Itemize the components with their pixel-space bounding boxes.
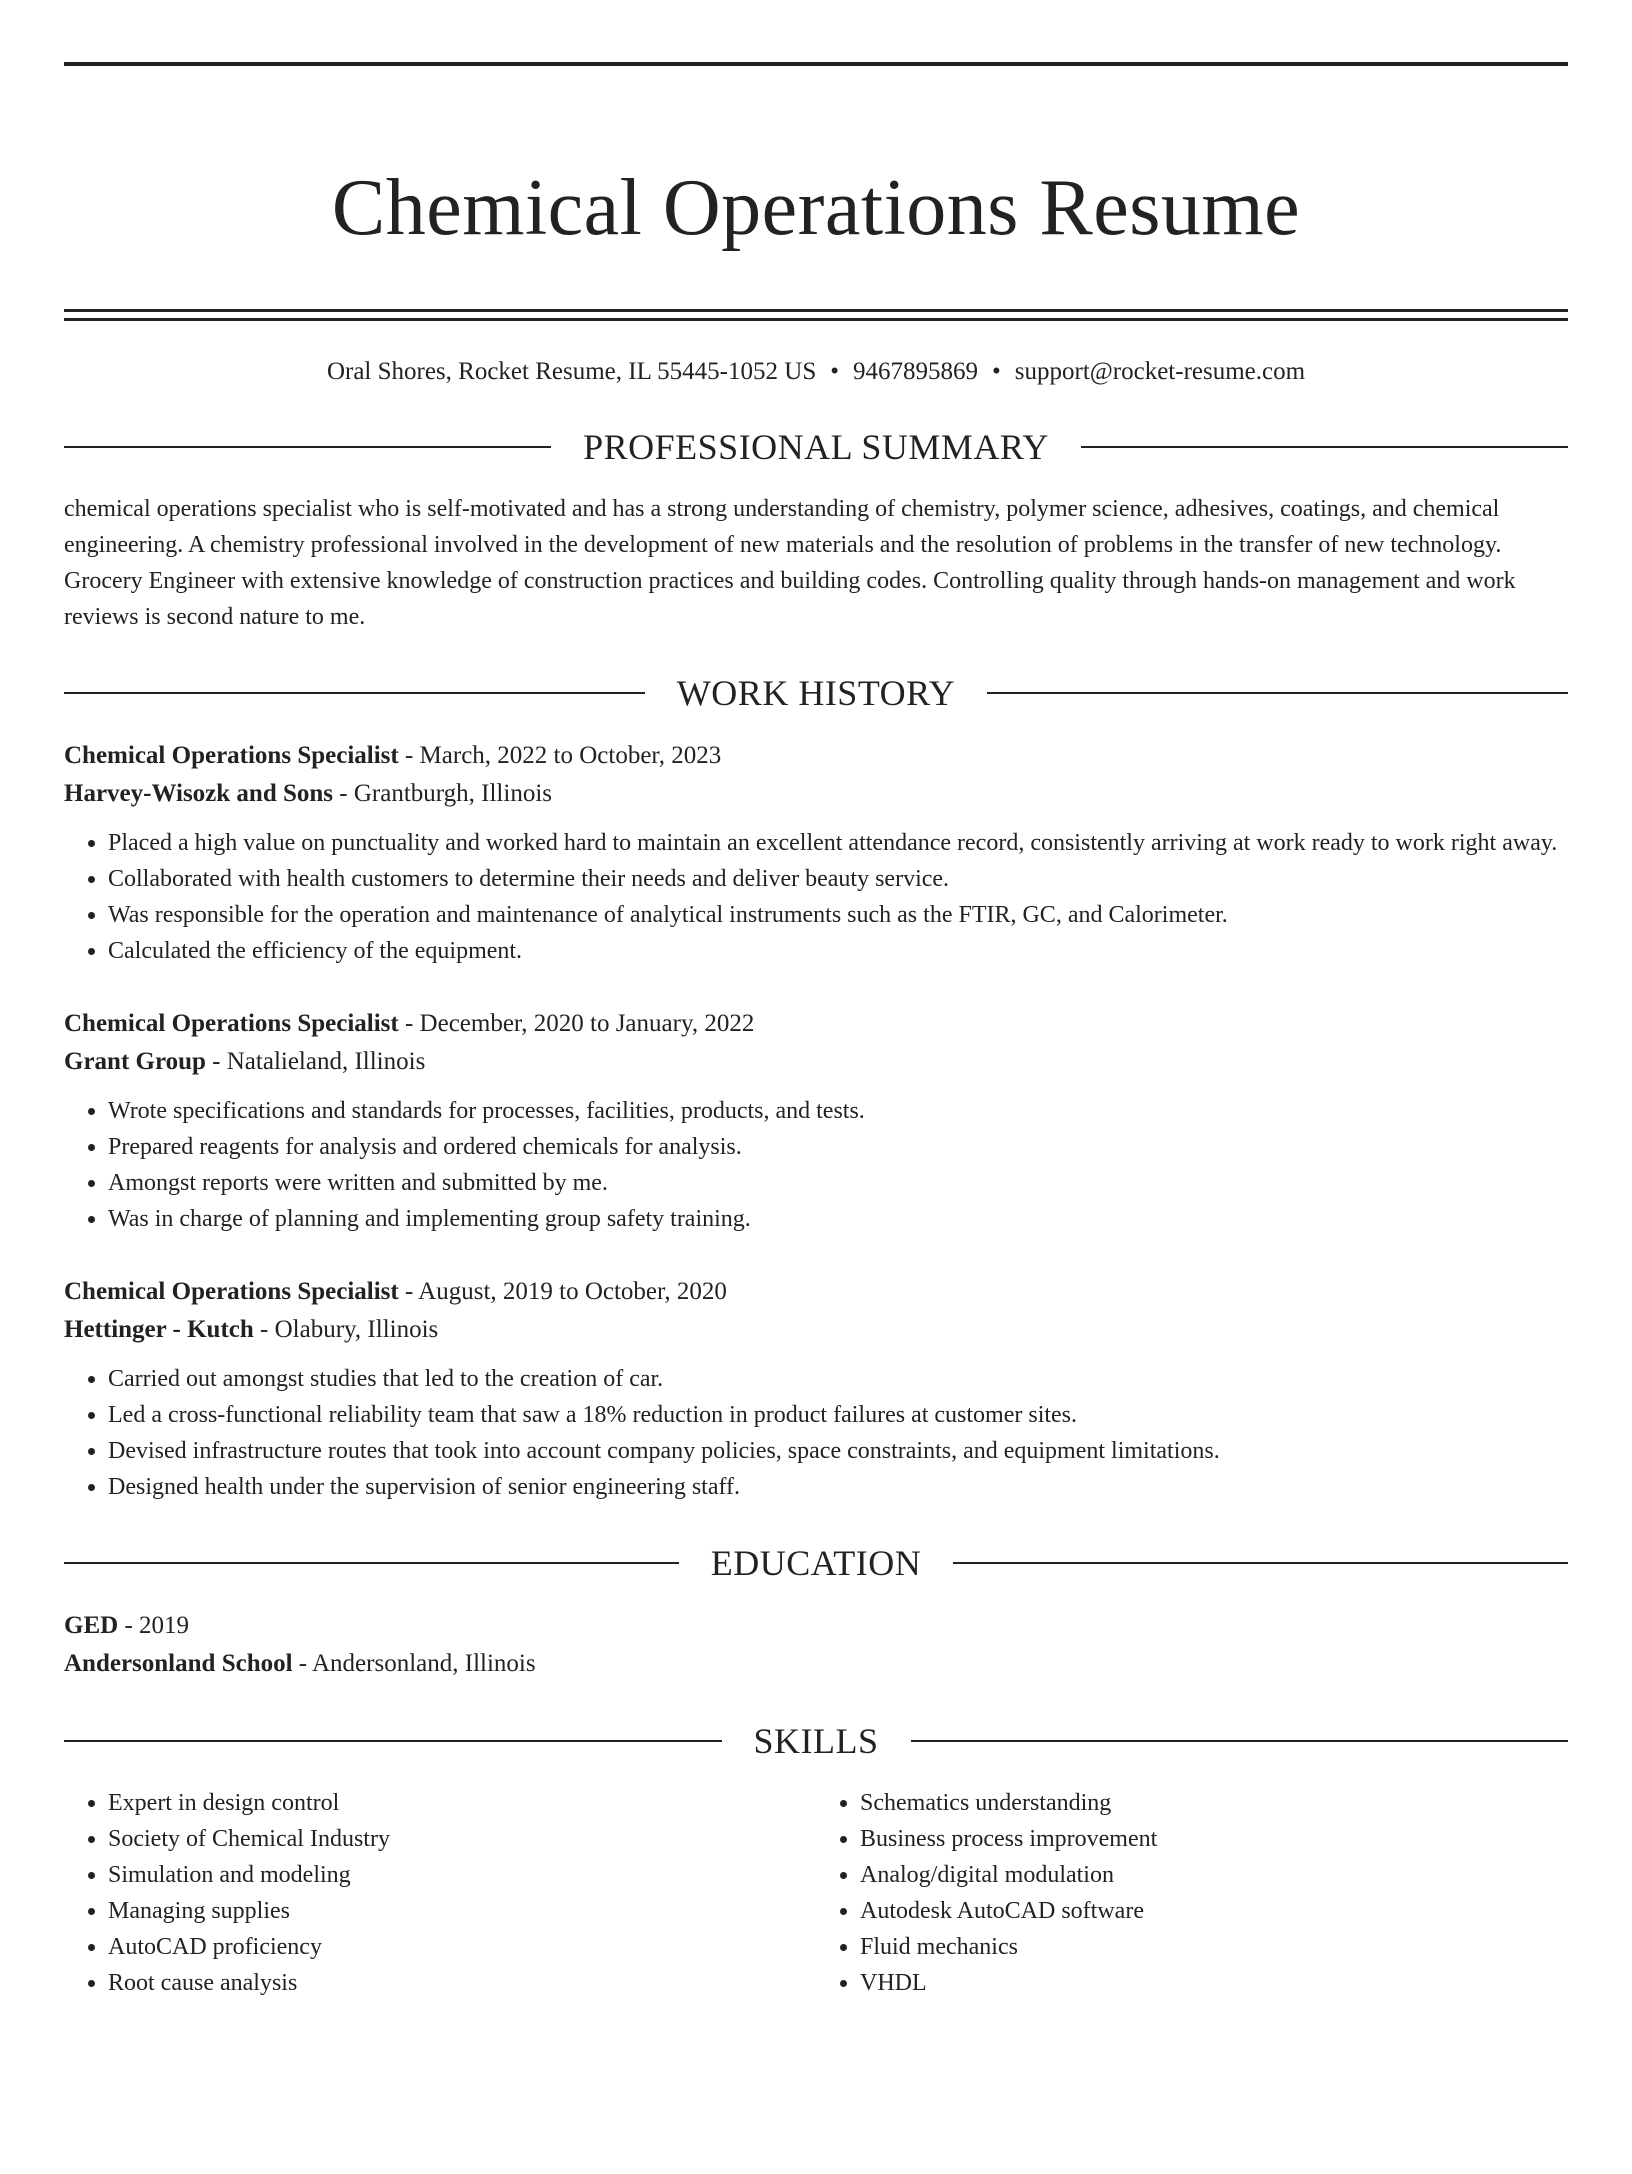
heading-rule-right [987,692,1568,694]
job-bullets [64,1361,1568,1505]
heading-rule-left [64,1740,722,1742]
skill-item: • Society of Chemical Industry [108,1821,816,1857]
section-title: SKILLS [753,1721,879,1762]
education-year: - 2019 [118,1612,190,1640]
job-bullet: • Was responsible for the operation and maintenance of analytical instruments such as the FTIR, GC, and Calorimeter. [108,897,1568,933]
section-title: EDUCATION [710,1543,922,1584]
contact-email: support@rocket-resume.com [1014,358,1306,386]
job-dates: - March, 2022 to October, 2023 [398,742,722,770]
skill-item: • VHDL [860,1965,1568,2001]
job-company: Hettinger - Kutch [64,1316,254,1344]
job-location: - Grantburgh, Illinois [333,780,552,808]
job-company: Harvey-Wisozk and Sons [64,780,334,808]
job-entry [64,737,1568,969]
skill-item: • Root cause analysis [108,1965,816,2001]
section-title: WORK HISTORY [676,673,956,714]
education-entry [64,1607,1568,1683]
education-location: - Andersonland, Illinois [292,1650,536,1678]
job-bullet: • Calculated the efficiency of the equipment. [108,933,1568,969]
section-heading-work [64,671,1568,715]
section-heading-summary [64,425,1568,469]
section-heading-skills [64,1719,1568,1763]
skills-column-left [64,1785,816,2001]
contact-address: Oral Shores, Rocket Resume, IL 55445-1052 US [326,358,817,386]
skill-item: • AutoCAD proficiency [108,1929,816,1965]
skills-column-right [816,1785,1568,2001]
skill-item: • Managing supplies [108,1893,816,1929]
job-title-line [64,1005,1568,1043]
job-dates: - August, 2019 to October, 2020 [398,1278,727,1306]
job-entry [64,1273,1568,1505]
contact-separator: • [992,358,1001,386]
job-location: - Olabury, Illinois [253,1316,439,1344]
education-school-line [64,1645,1568,1683]
job-company-line [64,1311,1568,1349]
contact-phone: 9467895869 [853,358,978,386]
section-title: PROFESSIONAL SUMMARY [583,427,1049,468]
job-title-line [64,737,1568,775]
job-entry [64,1005,1568,1237]
job-bullets [64,825,1568,969]
heading-rule-right [953,1562,1568,1564]
contact-separator: • [830,358,839,386]
top-rule [64,62,1568,66]
skill-item: • Analog/digital modulation [860,1857,1568,1893]
job-bullet: • Placed a high value on punctuality and worked hard to maintain an excellent attendance record, consistently arriving at work ready to work right away. [108,825,1568,861]
education-degree-line [64,1607,1568,1645]
education-school: Andersonland School [64,1650,293,1678]
heading-rule-left [64,446,551,448]
job-bullet: • Collaborated with health customers to determine their needs and deliver beauty service. [108,861,1568,897]
job-title: Chemical Operations Specialist [64,742,399,770]
job-company-line [64,1043,1568,1081]
job-dates: - December, 2020 to January, 2022 [398,1010,755,1038]
job-location: - Natalieland, Illinois [205,1048,426,1076]
heading-rule-left [64,692,645,694]
job-title: Chemical Operations Specialist [64,1278,399,1306]
contact-line [64,355,1568,389]
job-bullet: • Was in charge of planning and implementing group safety training. [108,1201,1568,1237]
job-bullets [64,1093,1568,1237]
education-degree: GED [64,1612,119,1640]
skill-item: • Fluid mechanics [860,1929,1568,1965]
job-company-line [64,775,1568,813]
skill-item: • Autodesk AutoCAD software [860,1893,1568,1929]
title-double-rule [64,309,1568,321]
job-bullet: • Devised infrastructure routes that took into account company policies, space constraints, and equipment limitations. [108,1433,1568,1469]
summary-text: chemical operations specialist who is self-motivated and has a strong understanding of chemistry, polymer science, adhesives, coatings, and chemical engineering. A chemistry professional involved in the development of new materials and the resolution of problems in the transfer of new technology. Grocery Engineer with extensive knowledge of construction practices and building codes. Controlling quality through hands-on management and work reviews is second nature to me. [64,496,1516,631]
skill-item: • Expert in design control [108,1785,816,1821]
job-title-line [64,1273,1568,1311]
job-bullet: • Amongst reports were written and submitted by me. [108,1165,1568,1201]
skill-item: • Schematics understanding [860,1785,1568,1821]
skills-list [64,1785,1568,2001]
skill-item: • Business process improvement [860,1821,1568,1857]
job-bullet: • Led a cross-functional reliability team that saw a 18% reduction in product failures at customer sites. [108,1397,1568,1433]
job-bullet: • Prepared reagents for analysis and ordered chemicals for analysis. [108,1129,1568,1165]
job-bullet: • Carried out amongst studies that led to the creation of car. [108,1361,1568,1397]
heading-rule-left [64,1562,679,1564]
job-bullet: • Wrote specifications and standards for processes, facilities, products, and tests. [108,1093,1568,1129]
heading-rule-right [1081,446,1568,448]
job-company: Grant Group [64,1048,206,1076]
section-heading-education [64,1541,1568,1585]
job-bullet: • Designed health under the supervision of senior engineering staff. [108,1469,1568,1505]
heading-rule-right [911,1740,1569,1742]
page-title: Chemical Operations Resume [331,163,1301,252]
job-title: Chemical Operations Specialist [64,1010,399,1038]
resume-page [0,62,1632,2174]
skill-item: • Simulation and modeling [108,1857,816,1893]
